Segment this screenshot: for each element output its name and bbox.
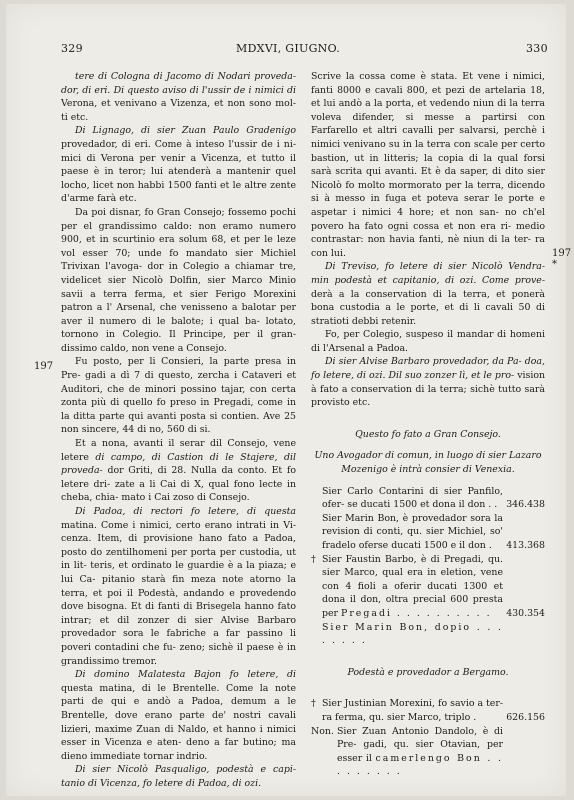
line: Da poi disnar, fo Gran Consejo; fossemo pochi bbox=[75, 206, 296, 218]
right-column bbox=[311, 70, 545, 779]
line: no, 560 di si. bbox=[149, 424, 211, 436]
spacer bbox=[311, 477, 545, 485]
line: andò a la porta, et vedendo niun di la terra voleva bbox=[311, 98, 545, 123]
line: Sier Carlo Contarini di sier Panfilo, ofer- bbox=[322, 485, 503, 511]
right-margin-ref: 197 * bbox=[552, 248, 572, 270]
line: 8000 e cavali 800, et pezi de artelaria 18, et lui bbox=[311, 84, 545, 110]
section-title-gran-consejo: Questo fo fato a Gran Consejo. bbox=[355, 428, 501, 440]
line: farà etc. bbox=[97, 193, 137, 205]
line: dil zonzer di sier Alvise Barbaro provedador sora bbox=[61, 614, 296, 640]
line: Verona, et venivano a Vizenza, et non sono mol- bbox=[61, 98, 296, 110]
entry-votes: 626.156 bbox=[506, 711, 545, 723]
line: provedador, di eri. Come à inteso l'ussir de i ni- bbox=[61, 138, 296, 150]
line: zeno; sichè il paese è in grandissimo tremor. bbox=[61, 641, 296, 667]
line: lotato, tornono in Colegio. Il Principe, per il gran- bbox=[61, 315, 296, 341]
line: Di Treviso, fo letere di sier Nicolò Vendra- bbox=[325, 261, 545, 273]
entry-text bbox=[337, 725, 503, 779]
line: fradelo oferse ducati 1500 e il don . bbox=[322, 540, 492, 551]
election-entry bbox=[311, 485, 545, 512]
section-subtitle bbox=[311, 449, 545, 476]
running-head: MDXVI, GIUGNO. bbox=[236, 42, 341, 55]
line: dor Griti, di 28. Nulla da conto. Et fo letere dri- bbox=[61, 465, 296, 490]
entry-votes: 346.438 bbox=[506, 499, 545, 511]
line: quello fo preso in Pregadi, come in la ditta parte qui bbox=[61, 397, 296, 422]
cross-mark: † bbox=[311, 698, 316, 710]
left-column bbox=[61, 70, 296, 790]
line: matina. Come i nimici, certo erano intrati in Vi- bbox=[61, 519, 296, 531]
entry-text bbox=[322, 697, 503, 724]
left-paragraph-2 bbox=[61, 124, 296, 206]
line: cenza. Item, di provisione hano fato a Padoa, posto bbox=[61, 533, 296, 558]
line: Scrive la cossa come è stata. Et vene i nimici, fanti bbox=[311, 71, 545, 96]
line: Pregadi . . . . . . . . . . bbox=[341, 607, 492, 619]
line: Di domino Malatesta Bajon fo letere, di bbox=[75, 669, 296, 681]
entry-votes bbox=[503, 725, 545, 779]
line: di Naldo, et hanno i nimici esser in Vicenza e aten- bbox=[61, 723, 297, 749]
line: Di Padoa, di rectori fo letere, di questa bbox=[75, 506, 296, 517]
entry-text: Sier Marin Bon, dopio . . . . . . . . bbox=[322, 621, 503, 647]
spacer bbox=[311, 441, 545, 449]
line: difender, si messe a partirsi con Farfarello et altri bbox=[311, 111, 545, 137]
line: di campo, di Castion di le Stajere, dil proveda- bbox=[61, 451, 296, 477]
left-margin-ref: 197 bbox=[34, 361, 54, 372]
line: a balotar per aver il numero di le balote; i qual ba- bbox=[61, 302, 297, 327]
line: Et a nona, avanti il serar dil Consejo, vene letere bbox=[61, 438, 296, 463]
line: gadi a dì 7 di questo, zercha i Cataveri et Auditori, bbox=[61, 370, 297, 395]
election-entry bbox=[311, 621, 545, 648]
election-entry bbox=[311, 697, 545, 724]
right-paragraph-3 bbox=[311, 328, 545, 355]
line: per la terra, dicendo si à messo in fuga et poteva bbox=[311, 179, 545, 205]
line: dor in Colegio a chiamar tre, videlicet sier Nicolò bbox=[61, 261, 296, 286]
line: Sier Justinian Morexini, fo savio a ter- bbox=[322, 698, 503, 710]
line: teris, et ordinato le guardie è a la piaza; e lui Ca- bbox=[61, 560, 296, 585]
left-page-number: 329 bbox=[61, 42, 83, 55]
line: Marco, qual era in eletion, vene con bbox=[322, 567, 504, 592]
right-paragraph-2 bbox=[311, 260, 545, 328]
line: pitanio starà fin meza note atorno la terra, et poi il bbox=[61, 573, 296, 599]
line: cavalli per salvarsi, perchè i nimici venivano su in bbox=[311, 125, 546, 150]
left-paragraph-3 bbox=[61, 206, 296, 356]
right-paragraph-1 bbox=[311, 70, 545, 260]
line: mato i Cai zoso di Consejo. bbox=[121, 492, 250, 504]
spacer bbox=[311, 679, 545, 697]
line: Sier Zuan Antonio Dandolo, è di Pre- bbox=[337, 725, 503, 751]
line: Di sier Nicolò Pasqualigo, podestà e capi- bbox=[75, 764, 296, 776]
line: la terra con scale per certo bastion, ut in litteris; bbox=[311, 138, 546, 164]
election-entry bbox=[311, 725, 545, 779]
line: questa matina, di le Brentelle. Come la note parti bbox=[61, 682, 296, 708]
right-paragraph-4 bbox=[311, 355, 545, 409]
right-page-number: 330 bbox=[526, 42, 548, 55]
line: per el grandissimo caldo: non eramo numero 900, bbox=[61, 220, 296, 246]
line: il don, oltra precial 600 presta per bbox=[322, 594, 503, 619]
line: dor, di eri. Di questo aviso di l'ussir de i nimici di bbox=[61, 84, 296, 96]
entry-text bbox=[322, 553, 503, 621]
line: Fu posto, per li Consieri, la parte presa in Pre- bbox=[61, 356, 296, 382]
entry-votes bbox=[503, 621, 545, 648]
line: Podestà, andando e provedendo dove bisogna. Et di bbox=[61, 587, 296, 613]
line: min podestà et capitanio, di ozi. Come prove- bbox=[311, 274, 545, 286]
line: da saper, di dito sier Nicolò fo molto mormorato bbox=[311, 166, 545, 191]
left-paragraph-1 bbox=[61, 70, 296, 124]
line: gadi, qu. sier Otavian, per esser il bbox=[337, 739, 504, 764]
line: tanio di Vicenza, fo letere di Padoa, di ozi. bbox=[61, 777, 262, 789]
election-entry bbox=[311, 512, 545, 553]
line: di l'Arsenal a Padoa. bbox=[311, 342, 409, 354]
entry-votes: 430.354 bbox=[506, 607, 545, 619]
entry-votes: 413.368 bbox=[506, 540, 545, 551]
line: Uno Avogador di comun, in luogo di sier Lazaro bbox=[314, 450, 542, 462]
left-paragraph-4 bbox=[61, 355, 296, 437]
entry-mark bbox=[311, 485, 322, 512]
line: che de minori possino tajar, con certa zonta più di bbox=[61, 383, 297, 409]
line: Di sier Alvise Barbaro provedador, da Pa- bbox=[325, 356, 522, 368]
line: debbi retenir. bbox=[351, 315, 417, 327]
line: Fo, per Colegio, suspeso il mandar di homeni bbox=[325, 329, 545, 341]
section-title-bergamo: Podestà e provedador a Bergamo. bbox=[347, 666, 509, 678]
left-paragraph-6 bbox=[61, 505, 296, 668]
line: 70; unde fo mandato sier Michiel Trivixan l'avoga- bbox=[61, 247, 296, 273]
line: avanti posta si contien. Ave 25 non sincere, 44 di bbox=[61, 410, 297, 436]
left-paragraph-7 bbox=[61, 668, 296, 763]
line: erano parte de' nostri cavali lizieri, maxime Zuan bbox=[61, 709, 297, 735]
line: Sier Faustin Barbo, è di Pregadi, qu. sier bbox=[322, 553, 503, 579]
line: deno a far butino; ma dieno immediate tornar bbox=[61, 737, 296, 762]
line: Di Lignago, di sier Zuan Paulo Gradenigo bbox=[75, 125, 296, 137]
line: vision à fato a conservation di la terra; sichè tutto bbox=[311, 370, 546, 395]
election-entry bbox=[311, 553, 545, 621]
line: ti etc. bbox=[61, 111, 89, 123]
line: ra ferma, qu. sier Marco, triplo . bbox=[322, 711, 477, 723]
line: sarà provisto etc. bbox=[311, 383, 545, 409]
line: derà a la conservation di la terra, et ponerà bona bbox=[311, 288, 545, 314]
entry-text bbox=[322, 512, 503, 553]
spacer bbox=[311, 648, 545, 666]
line: Dolfin, sier Marco Minio savii a terra ferma, et sier bbox=[61, 274, 296, 300]
line: revision di conti, qu. sier Michiel, so' bbox=[322, 526, 503, 538]
line: Mozenigo è intrà consier di Venexia. bbox=[341, 464, 515, 476]
entry-mark bbox=[311, 512, 322, 553]
line: Ferigo Morexini patron a l' Arsenal, che venisseno bbox=[61, 288, 296, 314]
entry-mark bbox=[311, 621, 322, 648]
line: de qui e andò a Padoa, demum a le Brentelle, dove bbox=[61, 696, 297, 721]
line: Sier Marin Bon, è provedador sora la bbox=[322, 512, 503, 524]
line: 4 fioli a oferir ducati 1300 et dona bbox=[322, 580, 503, 606]
line: dissimo caldo, non vene a Consejo. bbox=[61, 342, 227, 354]
line: medio contrastar: non havia fanti, nè niun di la ter- bbox=[311, 220, 545, 246]
line: serar le porte e aspetar i nimici 4 hore; et non san- bbox=[311, 193, 546, 218]
line: do zentilhomeni per porta per custodia, ut in lit- bbox=[61, 546, 297, 572]
left-paragraph-5 bbox=[61, 437, 296, 505]
line: non habbi 1500 fanti et le altre zente d'arme bbox=[61, 179, 296, 205]
line: doa, fo letere, di ozi. Dil suo zonzer lì, et le pro- bbox=[311, 356, 545, 382]
left-paragraph-8 bbox=[61, 763, 296, 790]
line: mici di Verona per venir a Vicenza, et tutto il paese bbox=[61, 152, 296, 178]
line: ra con lui. bbox=[311, 234, 546, 259]
line: se ducati 1500 et dona il don . . bbox=[347, 499, 498, 511]
line: camerlengo Bon . . . . . . . . . bbox=[337, 752, 503, 778]
line: no ch'el povero ha fato ogni cossa et non era ri- bbox=[311, 206, 546, 232]
line: fanti di Brisegela hanno fato intrar; et bbox=[61, 601, 297, 626]
line: indrio. bbox=[176, 750, 208, 762]
line: custodia a le porte, et di li cavali 50 di stratioti bbox=[311, 302, 545, 327]
entry-text bbox=[322, 485, 503, 512]
line: è in teror; lui atenderà a mantenir quel locho, licet bbox=[61, 166, 296, 191]
line: zate a li Cai di X, qual fono lecte in cheba, chia- bbox=[61, 478, 296, 504]
book-page bbox=[6, 4, 572, 796]
entry-mark: Non. bbox=[311, 725, 334, 737]
line: le fabriche a far passino li poveri contadini che fu- bbox=[61, 628, 296, 653]
line: tere di Cologna di Jacomo di Nodari proveda- bbox=[75, 71, 296, 82]
spacer bbox=[311, 410, 545, 428]
line: la copia di la qual forsi sarà scrita qui avanti. Et è bbox=[311, 152, 546, 178]
line: et in scurtinio era solum 68, et per le leze vol esser bbox=[61, 234, 296, 259]
cross-mark: † bbox=[311, 553, 316, 565]
